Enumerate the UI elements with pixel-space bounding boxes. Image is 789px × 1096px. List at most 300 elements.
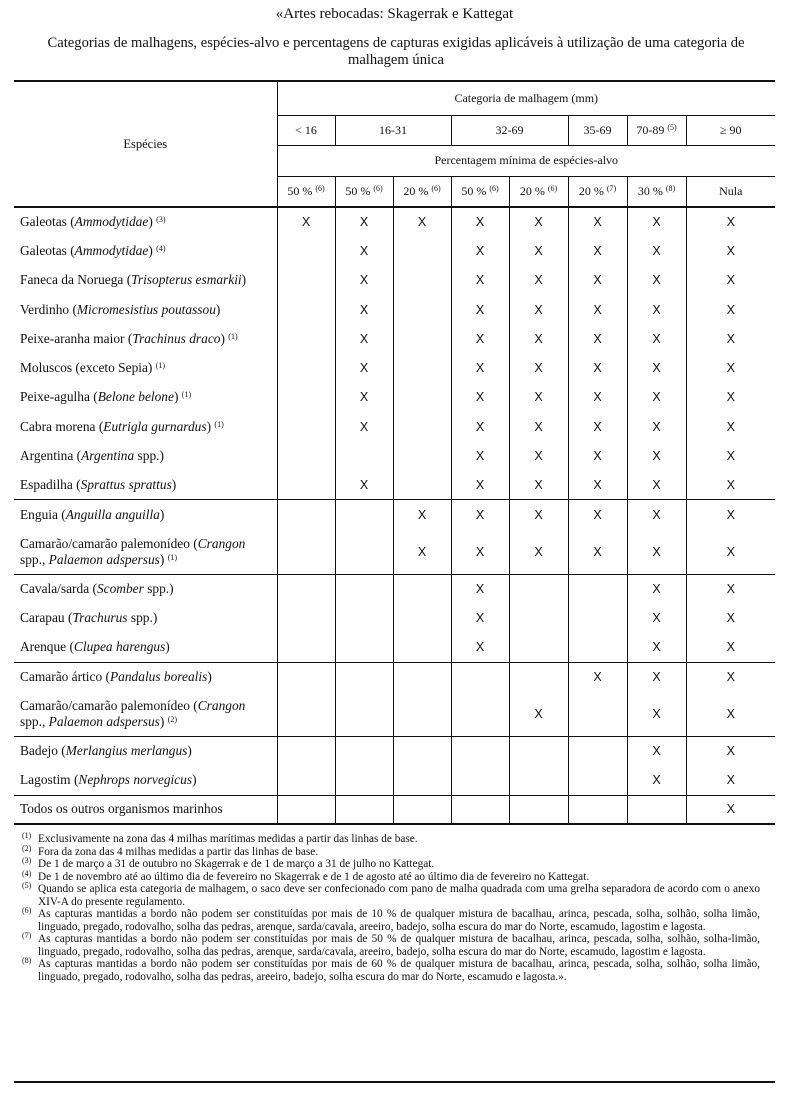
footnote-ref: (8) [665,183,676,193]
species-name [14,795,277,824]
x-mark: X [593,390,602,405]
mark-cell [335,795,393,824]
pct-column-label: 20 % [578,183,604,198]
x-mark: X [726,611,735,626]
table-row [14,691,775,736]
x-mark: X [534,331,543,346]
pct-column [335,176,393,207]
species-name: Enguia (Anguilla anguilla) [20,506,165,522]
footnote-ref: (2) [167,714,178,724]
table-row [14,266,775,295]
species-common-name: Badejo [20,743,58,759]
mark-cell [451,691,509,736]
mark-cell [568,266,627,295]
mark-cell [568,236,627,265]
mark-cell [686,662,775,691]
mark-cell [393,662,451,691]
mesh-category-label: 70-89 [636,122,665,137]
x-mark: X [417,215,427,230]
mark-cell [568,795,627,824]
mesh-category-label: 35-69 [583,122,612,137]
pct-column-label: 20 % [403,183,429,198]
species-name: Peixe-agulha (Belone belone) $^{(1)}$ [20,389,192,405]
x-mark: X [475,449,485,464]
x-mark: X [417,507,427,522]
species-name: Camarão ártico (Pandalus borealis) [20,669,212,685]
footnotes [22,833,760,983]
table-row [14,736,775,765]
x-mark: X [534,243,543,258]
mark-cell [627,500,686,529]
mesh-category-label: 16-31 [379,122,407,137]
x-mark: X [726,582,735,597]
species-latin-suffix: spp. [147,581,170,597]
x-mark: X [726,331,735,346]
mark-cell [686,353,775,382]
species-latin-name: Trisopterus esmarkii [131,272,242,288]
mark-cell [509,691,568,736]
mark-cell [568,633,627,662]
species-name: Galeotas (Ammodytidae) $^{(4)}$ [20,242,166,258]
species-latin-name: Trachurus [72,610,128,626]
x-mark: X [359,273,369,288]
mesh-category [686,115,775,145]
footnote-number-value: 6 [24,906,29,915]
x-mark: X [652,361,661,376]
species-common-name: Todos os outros organismos marinhos [20,801,223,817]
mark-cell [277,412,335,441]
x-mark: X [726,419,735,434]
mark-cell [393,604,451,633]
species-name: Argentina (Argentina spp.) [20,448,164,464]
mark-cell [393,207,451,236]
mark-cell [277,795,335,824]
species-latin-name: Trachinus draco [132,330,221,346]
footnote-marker: (8) [22,956,32,965]
x-mark: X [726,706,735,721]
footnote-ref: (1) [167,552,178,562]
x-mark: X [652,544,661,559]
x-mark: X [726,670,735,685]
mark-cell [509,207,568,236]
footnote-ref-number: 2 [170,714,175,724]
x-mark: X [593,507,602,522]
footnote-marker: (1) [22,831,32,840]
pct-column-label: 20 % [519,183,545,198]
x-mark: X [652,449,661,464]
mark-cell [451,604,509,633]
mark-cell [568,441,627,470]
mark-cell [335,633,393,662]
mark-cell [568,383,627,412]
species-name: Peixe-aranha maior (Trachinus draco) $^{(1)}$ [20,330,238,346]
x-mark: X [593,331,602,346]
x-mark: X [475,361,485,376]
mark-cell [686,207,775,236]
x-mark: X [593,544,602,559]
x-mark: X [652,331,661,346]
mark-cell [509,383,568,412]
mark-cell [568,412,627,441]
x-mark: X [593,302,602,317]
x-mark: X [475,215,485,230]
table-row [14,529,775,574]
x-mark: X [534,302,543,317]
mark-cell [686,266,775,295]
mark-cell [277,736,335,765]
pct-column-label: Nula [719,183,743,198]
footnote-number-value: 4 [24,868,29,878]
footnote-ref: (6) [431,183,441,193]
mesh-category [277,115,335,145]
mark-cell [568,295,627,324]
mark-cell [393,736,451,765]
species-common-name: Peixe-aranha maior [20,330,125,346]
footnote-marker: (2) [22,843,32,853]
x-mark: X [359,302,369,317]
x-mark: X [359,243,369,258]
x-mark: X [475,582,485,597]
x-mark: X [359,419,369,434]
footnote-ref: (1) [214,419,224,429]
mark-cell [627,266,686,295]
pct-column [451,176,509,207]
species-latin-name: Micromesistius poutassou [76,301,216,317]
mark-cell [393,353,451,382]
x-mark: X [475,507,485,522]
footnote-number-value: 5 [24,881,29,890]
x-mark: X [534,706,543,721]
species-latin-name-2: Palaemon adspersus [48,551,160,567]
x-mark: X [652,582,661,597]
x-mark: X [652,670,661,685]
mark-cell [393,383,451,412]
species-common-name: Espadilha [20,477,73,493]
mark-cell [393,633,451,662]
mark-cell [568,662,627,691]
mark-cell [686,691,775,736]
species-common-name: Camarão ártico [20,669,103,685]
footnote [22,833,760,846]
mark-cell [686,441,775,470]
x-mark: X [593,419,602,434]
pct-column-label: 50 % [345,183,371,198]
mark-cell [335,529,393,574]
mark-cell [509,529,568,574]
x-mark: X [726,478,735,493]
mark-cell [627,441,686,470]
footnote-ref-number: 4 [158,243,163,253]
x-mark: X [726,302,735,317]
mark-cell [686,412,775,441]
mark-cell [686,295,775,324]
mark-cell [627,295,686,324]
species-common-name: Cabra morena [20,418,96,434]
species-name: Espadilha (Sprattus sprattus) [14,471,277,500]
footnote-ref: (6) [373,183,383,193]
pct-column [627,176,686,207]
x-mark: X [359,331,369,346]
pct-column [393,176,451,207]
mark-cell [568,500,627,529]
x-mark: X [652,302,661,317]
x-mark: X [593,361,602,376]
species-common-name: Lagostim [20,772,71,788]
mesh-category-label: 32-69 [495,122,524,137]
x-mark: X [475,640,485,655]
species-latin-suffix: spp. [130,610,153,626]
x-mark: X [359,215,369,230]
footnote [22,868,760,884]
species-common-name: Peixe-agulha [20,389,90,405]
species-common-name: Cavala/sarda [20,581,90,597]
mesh-category-table [14,80,775,825]
footnote [22,858,760,871]
mark-cell [277,500,335,529]
x-mark: X [534,390,543,405]
mark-cell [627,633,686,662]
table-row [14,295,775,324]
footnote-number-value: 1 [24,831,29,840]
x-mark: X [726,243,735,258]
footnote-ref: (6) [315,183,325,193]
x-mark: X [417,544,427,559]
mark-cell [568,353,627,382]
mark-cell [568,766,627,795]
mark-cell [451,795,509,824]
mark-cell [451,295,509,324]
x-mark: X [534,215,543,230]
footnote-text: De 1 de março a 31 de outubro no Skagerrak e de 1 de março a 31 de julho no Kattegat. [38,858,435,870]
mark-cell [451,324,509,353]
x-mark: X [652,640,661,655]
mesh-category [627,115,686,145]
mark-cell [451,207,509,236]
table-row [14,662,775,691]
species-common-name: Moluscos (exceto Sepia) [20,360,153,376]
pct-column [277,176,335,207]
mark-cell [335,604,393,633]
footnote-ref-number: 6 [492,183,496,193]
mark-cell [509,266,568,295]
mark-cell [393,529,451,574]
mark-cell [568,736,627,765]
species-common-name: Verdinho [20,301,70,317]
mark-cell [451,529,509,574]
mark-cell [686,795,775,824]
x-mark: X [534,273,543,288]
mark-cell [568,324,627,353]
footnote-ref-number: 6 [434,183,438,193]
mark-cell [686,383,775,412]
x-mark: X [301,215,311,230]
x-mark: X [652,706,661,721]
x-mark: X [475,273,485,288]
footnote-ref-number: 1 [230,331,235,341]
mark-cell [509,604,568,633]
mark-cell [277,766,335,795]
x-mark: X [534,419,543,434]
table-row [14,633,775,662]
bottom-rule [14,1081,775,1083]
mark-cell [335,766,393,795]
mark-cell [393,412,451,441]
footnote-ref-number: 6 [550,183,555,193]
mark-cell [509,766,568,795]
x-mark: X [726,361,735,376]
footnote-ref: (6) [489,183,499,193]
mark-cell [335,236,393,265]
table-row [14,604,775,633]
x-mark: X [534,544,543,559]
species-latin-name: Argentina [81,448,135,464]
footnote-number [22,908,38,933]
pct-column [568,176,627,207]
species-latin-name: Sprattus sprattus [80,477,172,493]
table-row [14,383,775,412]
species-latin-name: Ammodytidae [74,242,149,258]
footnote-ref: (1) [228,331,238,341]
footnote-number-value: 2 [24,843,29,853]
mark-cell [568,207,627,236]
mark-cell [509,662,568,691]
mark-cell [277,574,335,603]
footnote-text: De 1 de novembro até ao último dia de fevereiro no Skagerrak e de 1 de agosto até ao último dia de fevereiro no Kattegat. [38,870,590,883]
x-mark: X [534,507,543,522]
mark-cell [686,604,775,633]
footnote [22,843,760,859]
mark-cell [451,236,509,265]
x-mark: X [475,611,485,626]
mark-cell [393,500,451,529]
species-common-name: Carapau [20,610,65,626]
x-mark: X [475,243,485,258]
x-mark: X [726,449,735,464]
x-mark: X [726,390,735,405]
mark-cell [393,236,451,265]
species-latin-name: Ammodytidae [74,214,149,230]
mark-cell [335,691,393,736]
footnote-ref: (6) [547,183,558,193]
x-mark: X [593,670,602,685]
species-line2: spp., [20,713,46,729]
footnote-number-value: 3 [24,856,29,865]
footnote-text: Quando se aplica esta categoria de malhagem, o saco deve ser confecionado com pano de malha quadrada com uma grelha separadora de acordo com o anexo XIV-A do presente regulamento. [38,883,760,908]
table-row [14,574,775,603]
mark-cell [277,604,335,633]
table-row [14,795,775,824]
mark-cell [277,324,335,353]
mark-cell [686,736,775,765]
footnote-ref: (7) [606,183,617,193]
footnote-ref-number: 6 [318,183,322,193]
species-name: Carapau (Trachurus spp.) [20,610,158,626]
mark-cell [627,662,686,691]
species-latin-name: Clupea harengus [73,639,166,655]
species-name: Badejo (Merlangius merlangus) [20,743,192,759]
table-row [14,353,775,382]
mesh-category [335,115,451,145]
x-mark: X [475,544,485,559]
mark-cell [627,236,686,265]
x-mark: X [652,611,661,626]
mark-cell [686,574,775,603]
footnote-number [22,883,38,908]
mark-cell [686,633,775,662]
x-mark: X [359,390,369,405]
x-mark: X [652,744,661,759]
x-mark: X [593,449,602,464]
mark-cell [277,266,335,295]
mark-cell [393,795,451,824]
mesh-category [568,115,627,145]
mesh-category [451,115,568,145]
mark-cell [568,574,627,603]
mark-cell [335,412,393,441]
footnote-text: As capturas mantidas a bordo não podem ser constituídas por mais de 50 % de qualquer mistura de bacalhau, arinca, pescada, solha, solhão, solha-limão, linguado, pregado, rodovalho, solha das pedras, arenque, sarda/cavala, areeiro, badejo, solha escura do mar do Norte, escamudo, lagostim e lagosta. [38,933,760,958]
mark-cell [509,353,568,382]
species-common-name: Faneca da Noruega [20,272,124,288]
mark-cell [277,633,335,662]
mark-cell [277,529,335,574]
x-mark: X [652,419,661,434]
mark-cell [509,236,568,265]
mark-cell [335,295,393,324]
x-mark: X [534,361,543,376]
mark-cell [627,604,686,633]
pct-column-label: 50 % [287,183,313,198]
x-mark: X [726,215,735,230]
table-row [14,236,775,265]
mark-cell [451,500,509,529]
mark-cell [509,295,568,324]
species-common-name: Galeotas [20,242,67,258]
table-row [14,207,775,236]
mark-cell [509,574,568,603]
x-mark: X [593,243,602,258]
mark-cell [627,471,686,500]
x-mark: X [359,361,369,376]
x-mark: X [593,215,602,230]
species-latin-name: Eutrigla gurnardus [103,418,207,434]
footnote-number-value: 8 [24,956,29,965]
mark-cell [627,324,686,353]
mark-cell [393,766,451,795]
mark-cell [451,441,509,470]
pct-column-label: 50 % [461,183,487,198]
mark-cell [509,795,568,824]
mark-cell [686,324,775,353]
mark-cell [627,383,686,412]
mark-cell [277,295,335,324]
mark-cell [509,633,568,662]
footnote-number [22,933,38,958]
species-common-name: Galeotas [20,214,67,230]
mark-cell [335,736,393,765]
pct-column [686,176,775,207]
species-latin-name: Anguilla anguilla [65,506,160,522]
mark-cell [451,574,509,603]
table-caption: Categorias de malhagens, espécies-alvo e percentagens de capturas exigidas aplicáveis à utilização de uma categoria de malhagem única [47,35,745,68]
x-mark: X [359,478,369,493]
mark-cell [627,574,686,603]
mark-cell [451,662,509,691]
mark-cell [509,736,568,765]
mark-cell [568,471,627,500]
species-name: Camarão/camarão palemonídeo (Crangon spp., Palaemon adspersus) $^{(1)}$ [14,529,277,574]
mark-cell [335,324,393,353]
mark-cell [451,766,509,795]
